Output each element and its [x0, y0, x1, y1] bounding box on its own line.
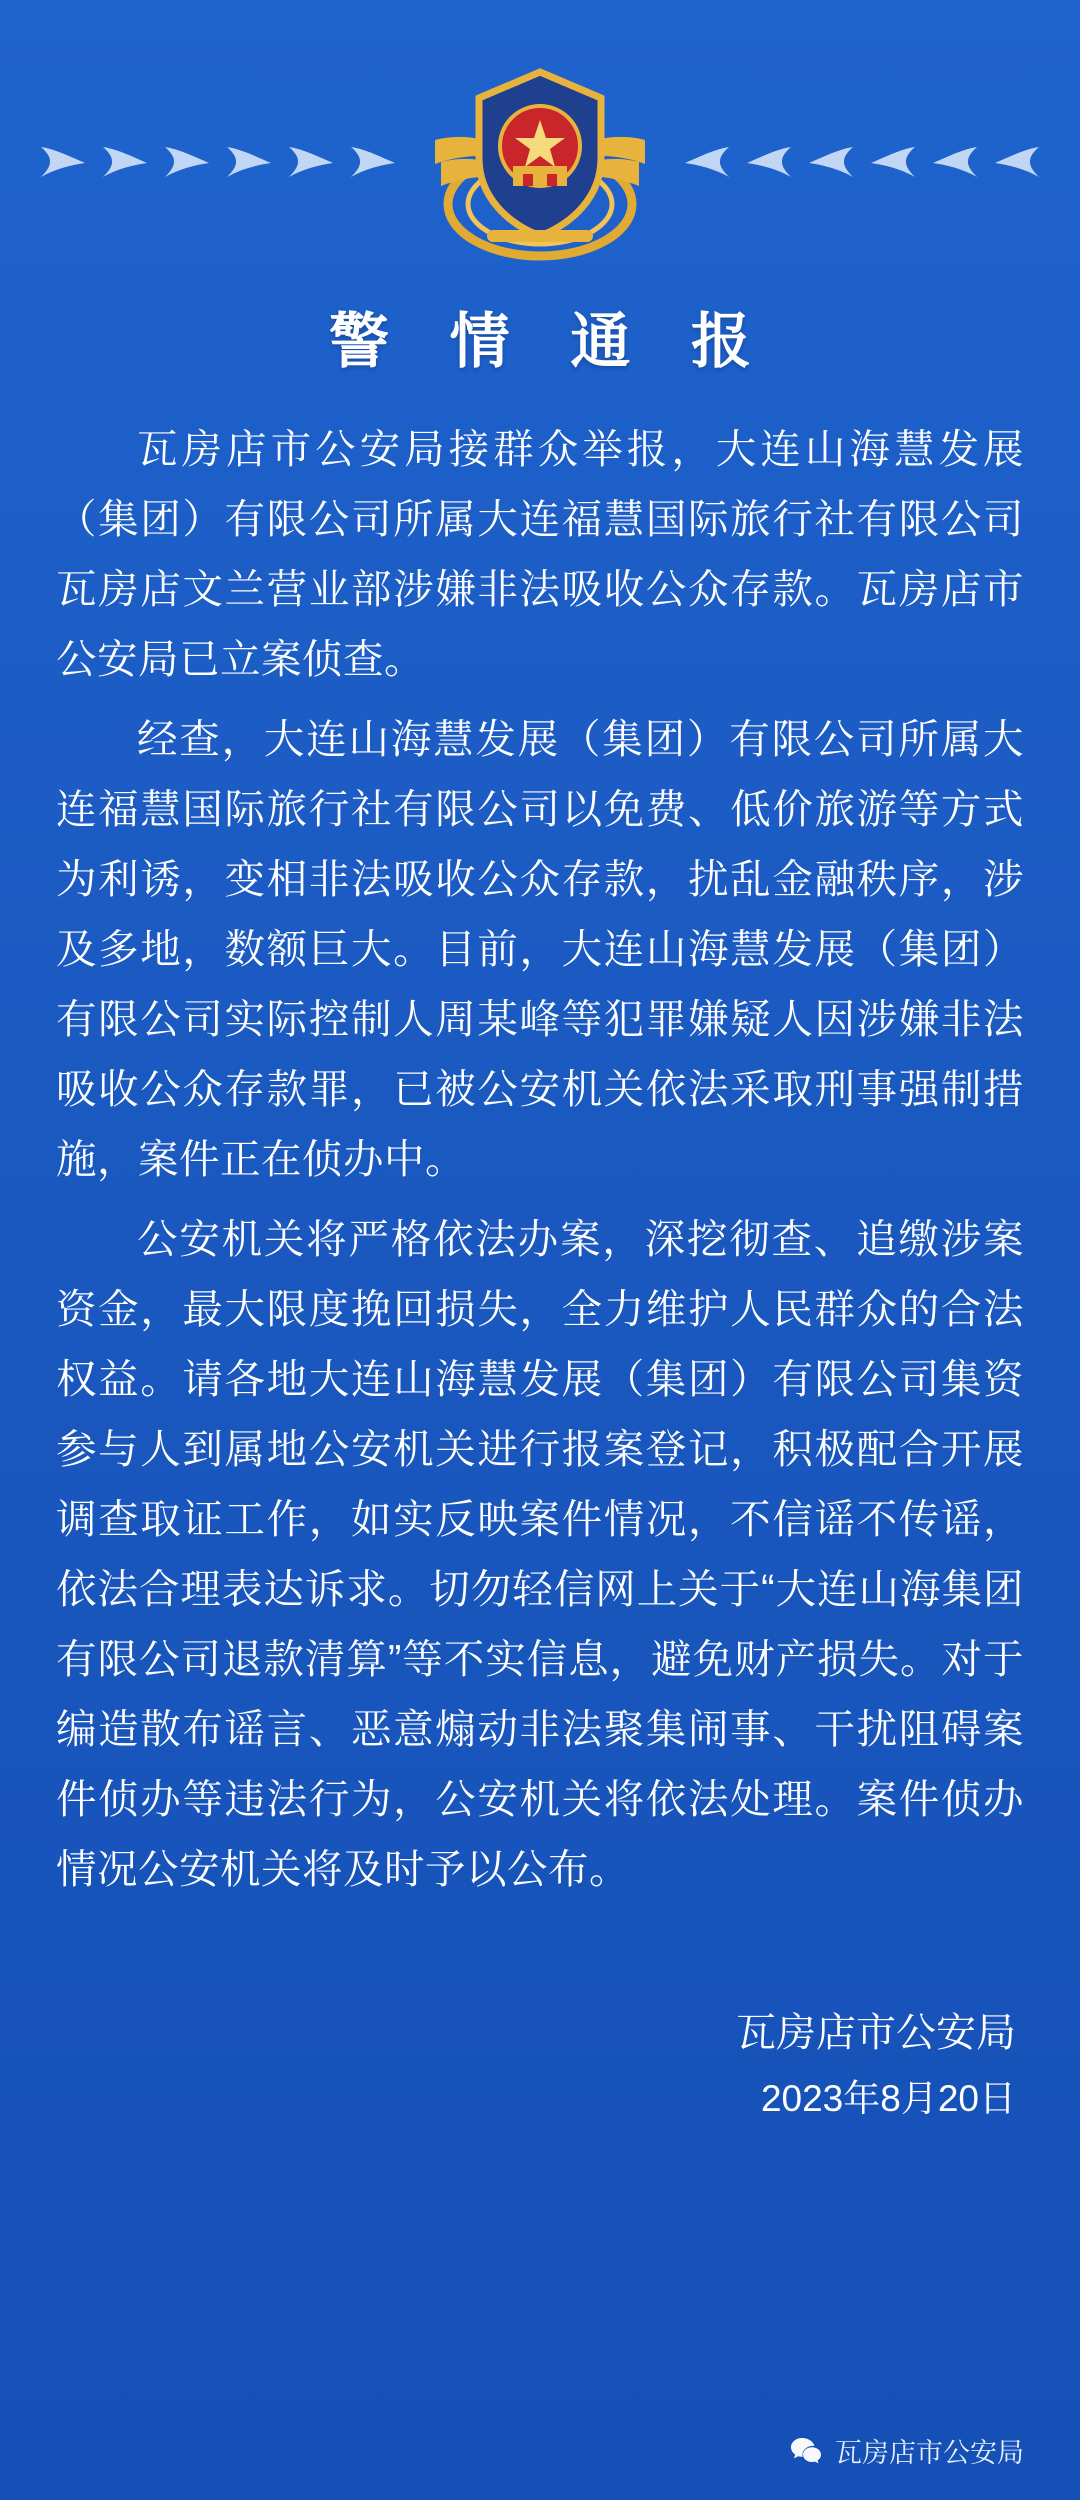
feather-icon — [285, 139, 337, 185]
notice-paragraph: 瓦房店市公安局接群众举报，大连山海慧发展（集团）有限公司所属大连福慧国际旅行社有限公司瓦房店文兰营业部涉嫌非法吸收公众存款。瓦房店市公安局已立案侦查。 — [56, 426, 1024, 682]
feather-icon — [991, 139, 1043, 185]
wechat-icon — [789, 2434, 823, 2468]
feather-icon — [929, 139, 981, 185]
page-title: 警 情 通 报 — [328, 308, 773, 375]
feather-icon — [99, 139, 151, 185]
feather-icon — [805, 139, 857, 185]
wechat-account-name: 瓦房店市公安局 — [835, 2438, 1024, 2468]
feather-icon — [223, 139, 275, 185]
wechat-account-footer — [789, 2431, 1024, 2470]
feather-icon — [743, 139, 795, 185]
feather-icon — [867, 139, 919, 185]
police-badge-emblem — [425, 54, 655, 270]
feather-wing-right-icon — [681, 139, 1043, 185]
notice-paragraph: 经查，大连山海慧发展（集团）有限公司所属大连福慧国际旅行社有限公司以免费、低价旅游等方式为利诱，变相非法吸收公众存款，扰乱金融秩序，涉及多地，数额巨大。目前，大连山海慧发展（集团）有限公司实际控制人周某峰等犯罪嫌疑人因涉嫌非法吸收公众存款罪，已被公安机关依法采取刑事强制措施，案件正在侦办中。 — [56, 716, 1024, 1182]
signature-date: 2023年8月20日 — [760, 2078, 1016, 2119]
signature-block — [56, 2000, 1024, 2132]
feather-icon — [681, 139, 733, 185]
feather-icon — [161, 139, 213, 185]
signature-issuer: 瓦房店市公安局 — [736, 2011, 1016, 2055]
notice-paragraph: 公安机关将严格依法办案，深挖彻查、追缴涉案资金，最大限度挽回损失，全力维护人民群众的合法权益。请各地大连山海慧发展（集团）有限公司集资参与人到属地公安机关进行报案登记，积极配合开展调查取证工作，如实反映案件情况，不信谣不传谣，依法合理表达诉求。切勿轻信网上关于“大连山海集团有限公司退款清算”等不实信息，避免财产损失。对于编造散布谣言、恶意煽动非法聚集闹事、干扰阻碍案件侦办等违法行为，公安机关将依法处理。案件侦办情况公安机关将及时予以公布。 — [56, 1216, 1024, 1892]
police-badge-svg — [425, 54, 655, 270]
feather-icon — [37, 139, 89, 185]
feather-wing-left-icon — [37, 139, 399, 185]
header-emblem-row — [56, 0, 1024, 290]
feather-icon — [347, 139, 399, 185]
notice-body — [56, 414, 1024, 1904]
